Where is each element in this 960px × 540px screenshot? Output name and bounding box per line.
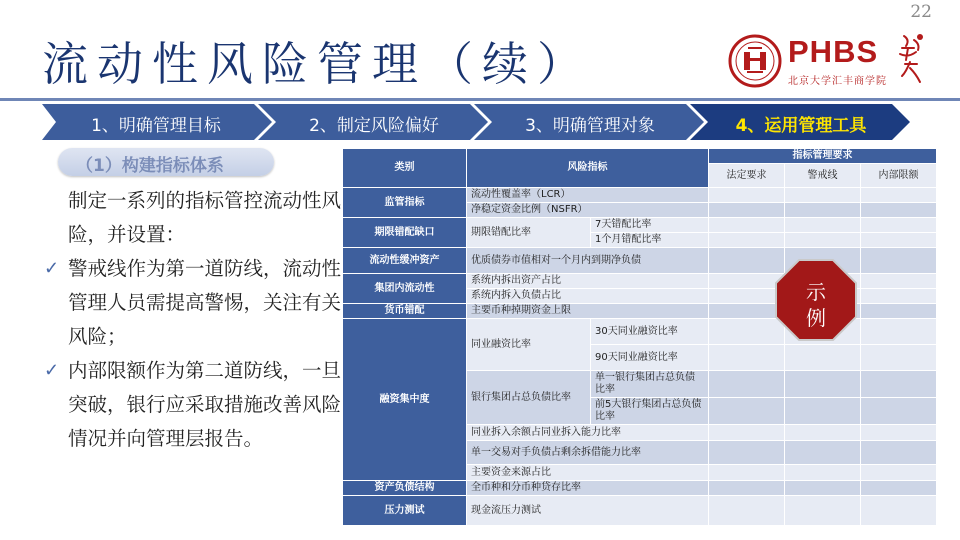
indicator-cell: 流动性覆盖率（LCR） bbox=[467, 188, 709, 203]
bullet-text: 内部限额作为第二道防线，一旦突破，银行应采取措施改善风险情况并向管理层报告。 bbox=[68, 359, 342, 450]
header-warning: 警戒线 bbox=[785, 164, 861, 188]
req-cell bbox=[861, 481, 937, 496]
calligraphy-icon bbox=[896, 32, 926, 90]
indicator-cell: 主要资金来源占比 bbox=[467, 465, 709, 481]
stamp-text-line-1: 示 bbox=[806, 280, 826, 304]
phbs-logo bbox=[728, 32, 928, 92]
header-internal: 内部限额 bbox=[861, 164, 937, 188]
table-row bbox=[343, 188, 937, 203]
header-legal: 法定要求 bbox=[709, 164, 785, 188]
sub-indicator-cell: 单一银行集团占总负债比率 bbox=[591, 371, 709, 398]
body-text bbox=[40, 184, 344, 456]
intro-paragraph: 制定一系列的指标管控流动性风险，并设置： bbox=[68, 189, 342, 246]
req-cell bbox=[709, 441, 785, 465]
req-cell bbox=[861, 345, 937, 371]
subheading: （1）构建指标体系 bbox=[76, 156, 224, 176]
req-cell bbox=[785, 233, 861, 248]
indicator-cell: 系统内拆出资产占比 bbox=[467, 274, 709, 289]
category-cell: 资产负债结构 bbox=[343, 481, 467, 496]
bullet-item bbox=[40, 354, 344, 456]
req-cell bbox=[709, 425, 785, 441]
req-cell bbox=[785, 345, 861, 371]
step-4-label: 4、运用管理工具 bbox=[735, 116, 867, 136]
req-cell bbox=[861, 233, 937, 248]
process-steps bbox=[42, 104, 912, 140]
category-cell: 融资集中度 bbox=[343, 319, 467, 481]
indicator-cell: 银行集团占总负债比率 bbox=[467, 371, 591, 425]
logo-brand: PHBS bbox=[788, 34, 879, 69]
req-cell bbox=[709, 398, 785, 425]
indicator-cell: 主要币种掉期资金上限 bbox=[467, 304, 709, 319]
table-header-row bbox=[343, 149, 937, 164]
req-cell bbox=[785, 441, 861, 465]
table-row bbox=[343, 481, 937, 496]
req-cell bbox=[709, 233, 785, 248]
req-cell bbox=[861, 218, 937, 233]
step-2-label: 2、制定风险偏好 bbox=[309, 116, 439, 136]
req-cell bbox=[785, 188, 861, 203]
checkmark-icon: ✓ bbox=[44, 258, 60, 279]
req-cell bbox=[709, 465, 785, 481]
req-cell bbox=[861, 425, 937, 441]
header-category: 类别 bbox=[343, 149, 467, 188]
req-cell bbox=[709, 371, 785, 398]
bullet-text: 警戒线作为第一道防线，流动性管理人员需提高警惕，关注有关风险； bbox=[68, 257, 342, 348]
req-cell bbox=[785, 203, 861, 218]
req-cell bbox=[709, 218, 785, 233]
sub-indicator-cell: 1个月错配比率 bbox=[591, 233, 709, 248]
req-cell bbox=[785, 496, 861, 526]
header-requirements: 指标管理要求 bbox=[709, 149, 937, 164]
category-cell: 压力测试 bbox=[343, 496, 467, 526]
req-cell bbox=[861, 371, 937, 398]
page-number: 22 bbox=[910, 2, 932, 22]
req-cell bbox=[861, 319, 937, 345]
indicator-cell: 系统内拆入负债占比 bbox=[467, 289, 709, 304]
bullet-item bbox=[40, 252, 344, 354]
slide-title: 流动性风险管理（续） bbox=[42, 37, 592, 91]
indicator-cell: 同业拆入余额占同业拆入能力比率 bbox=[467, 425, 709, 441]
req-cell bbox=[709, 481, 785, 496]
req-cell bbox=[785, 398, 861, 425]
req-cell bbox=[861, 274, 937, 289]
step-1-label: 1、明确管理目标 bbox=[91, 116, 221, 136]
sub-indicator-cell: 前5大银行集团占总负债比率 bbox=[591, 398, 709, 425]
req-cell bbox=[709, 188, 785, 203]
req-cell bbox=[785, 481, 861, 496]
step-3-label: 3、明确管理对象 bbox=[525, 116, 655, 136]
req-cell bbox=[861, 465, 937, 481]
sub-indicator-cell: 90天同业融资比率 bbox=[591, 345, 709, 371]
sub-indicator-cell: 30天同业融资比率 bbox=[591, 319, 709, 345]
peking-university-seal-icon bbox=[728, 34, 782, 88]
indicator-cell: 优质债券市值相对一个月内到期净负债 bbox=[467, 248, 709, 274]
title-divider bbox=[0, 98, 960, 101]
req-cell bbox=[861, 398, 937, 425]
logo-subtitle: 北京大学汇丰商学院 bbox=[788, 76, 887, 87]
req-cell bbox=[861, 188, 937, 203]
category-cell: 集团内流动性 bbox=[343, 274, 467, 304]
req-cell bbox=[709, 496, 785, 526]
req-cell bbox=[861, 496, 937, 526]
header-indicator: 风险指标 bbox=[467, 149, 709, 188]
indicator-cell: 单一交易对手负债占剩余拆借能力比率 bbox=[467, 441, 709, 465]
category-cell: 监管指标 bbox=[343, 188, 467, 218]
req-cell bbox=[785, 425, 861, 441]
indicator-cell: 全币种和分币种贷存比率 bbox=[467, 481, 709, 496]
indicator-cell: 同业融资比率 bbox=[467, 319, 591, 371]
category-cell: 货币错配 bbox=[343, 304, 467, 319]
checkmark-icon: ✓ bbox=[44, 360, 60, 381]
req-cell bbox=[861, 441, 937, 465]
category-cell: 流动性缓冲资产 bbox=[343, 248, 467, 274]
req-cell bbox=[861, 203, 937, 218]
example-stamp bbox=[774, 258, 858, 342]
indicator-cell: 净稳定资金比例（NSFR） bbox=[467, 203, 709, 218]
req-cell bbox=[709, 203, 785, 218]
indicator-cell: 现金流压力测试 bbox=[467, 496, 709, 526]
req-cell bbox=[785, 371, 861, 398]
req-cell bbox=[861, 304, 937, 319]
stamp-text-line-2: 例 bbox=[806, 306, 826, 330]
req-cell bbox=[785, 218, 861, 233]
indicator-cell: 期限错配比率 bbox=[467, 218, 591, 248]
sub-indicator-cell: 7天错配比率 bbox=[591, 218, 709, 233]
subheading-pill bbox=[58, 148, 274, 176]
req-cell bbox=[709, 345, 785, 371]
req-cell bbox=[861, 248, 937, 274]
req-cell bbox=[785, 465, 861, 481]
table-row bbox=[343, 496, 937, 526]
req-cell bbox=[861, 289, 937, 304]
table-row bbox=[343, 218, 937, 233]
category-cell: 期限错配缺口 bbox=[343, 218, 467, 248]
